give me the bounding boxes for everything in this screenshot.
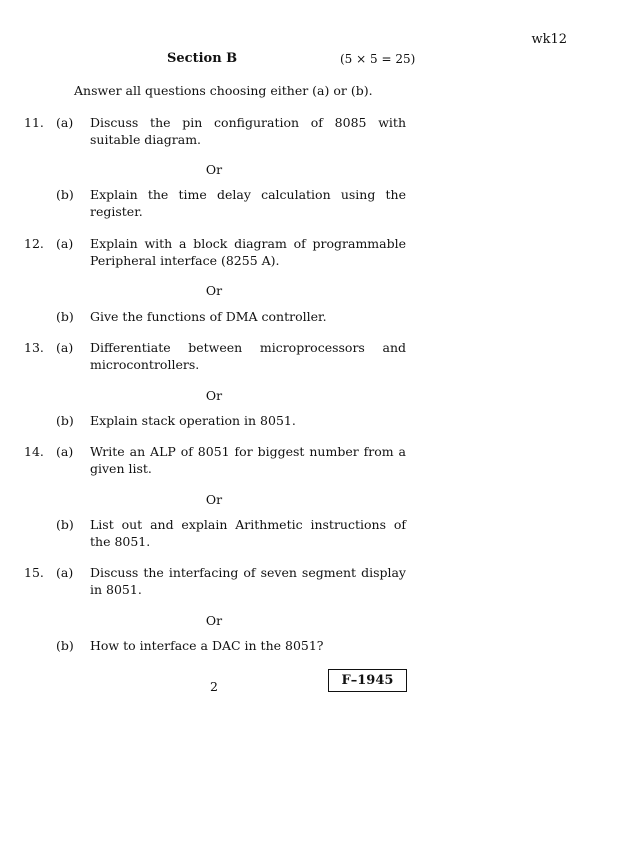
or-divider: Or	[205, 613, 223, 628]
question-text: Explain stack operation in 8051.	[90, 413, 296, 428]
or-divider: Or	[205, 388, 223, 403]
question-text: Give the functions of DMA controller.	[90, 309, 327, 324]
instructions: Answer all questions choosing either (a) or (b).	[74, 83, 373, 98]
question-text: Write an ALP of 8051 for biggest number from a given list.	[90, 444, 406, 476]
question-text: Explain the time delay calculation using the register.	[90, 187, 406, 219]
question-text: Explain with a block diagram of programmable Peripheral interface (8255 A).	[90, 236, 406, 268]
question-text: Discuss the interfacing of seven segment display in 8051.	[90, 565, 406, 597]
option-label: (a)	[56, 565, 74, 580]
or-divider: Or	[205, 283, 223, 298]
or-divider: Or	[205, 162, 223, 177]
question-text: List out and explain Arithmetic instructions of the 8051.	[90, 517, 406, 549]
question-number: 11.	[24, 115, 44, 130]
option-label: (a)	[56, 444, 74, 459]
paper-code-box: F–1945	[328, 669, 407, 692]
document-code: wk12	[531, 32, 567, 47]
option-label: (b)	[56, 517, 74, 532]
option-label: (b)	[56, 413, 74, 428]
section-title: Section B	[167, 51, 238, 66]
option-label: (b)	[56, 309, 74, 324]
option-label: (b)	[56, 187, 74, 202]
question-number: 13.	[24, 340, 44, 355]
question-text: How to interface a DAC in the 8051?	[90, 638, 324, 653]
question-number: 15.	[24, 565, 44, 580]
option-label: (b)	[56, 638, 74, 653]
option-label: (a)	[56, 340, 74, 355]
option-label: (a)	[56, 115, 74, 130]
question-text: Discuss the pin configuration of 8085 with suitable diagram.	[90, 115, 406, 147]
marks-allocation: (5 × 5 = 25)	[340, 52, 416, 66]
question-number: 12.	[24, 236, 44, 251]
question-number: 14.	[24, 444, 44, 459]
question-text: Differentiate between microprocessors and microcontrollers.	[90, 340, 406, 372]
or-divider: Or	[205, 492, 223, 507]
page-number: 2	[210, 679, 218, 694]
option-label: (a)	[56, 236, 74, 251]
